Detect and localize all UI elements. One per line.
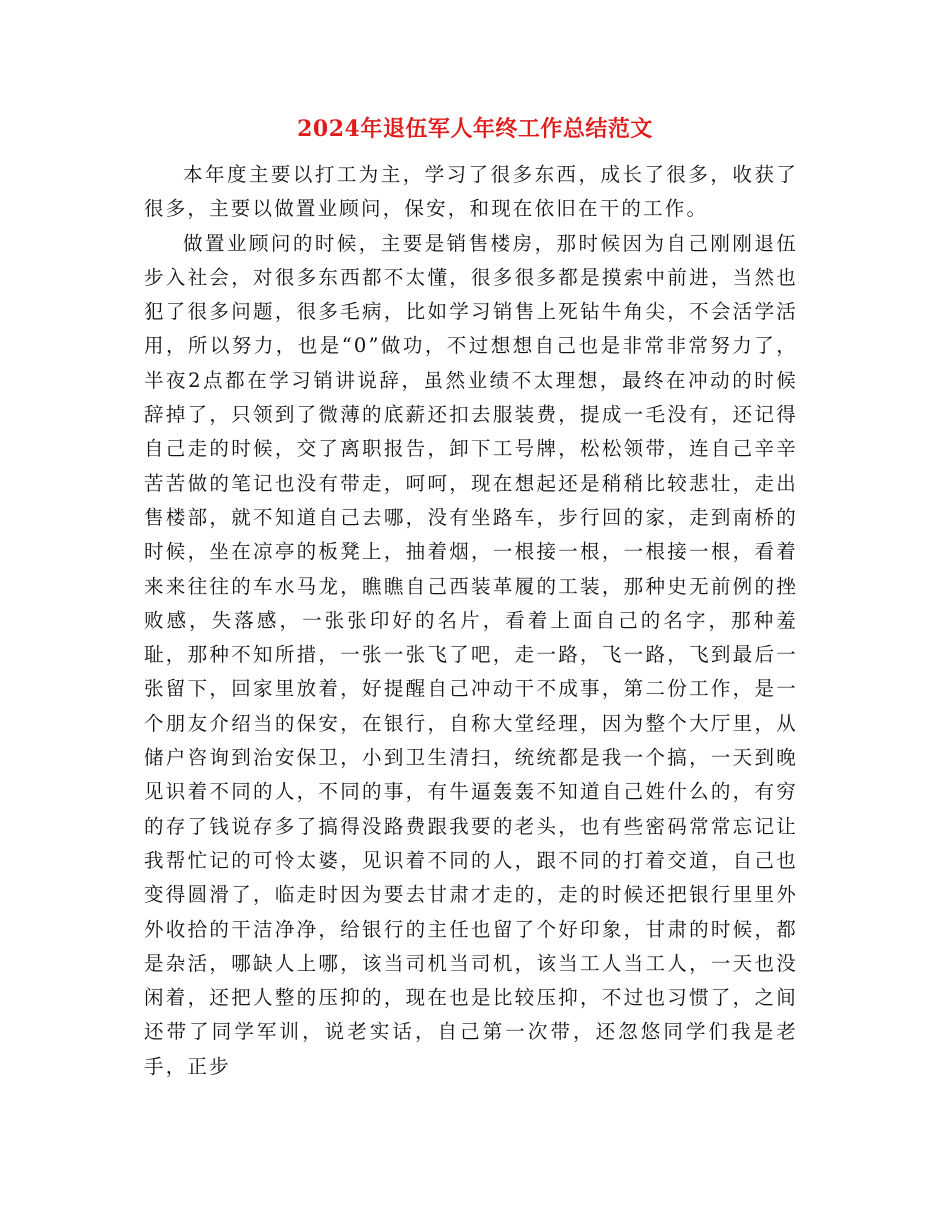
document-body (144, 158, 798, 1084)
document-title: 2024年退伍军人年终工作总结范文 (297, 116, 653, 142)
paragraph-2: 做置业顾问的时候，主要是销售楼房，那时候因为自己刚刚退伍步入社会，对很多东西都不太懂，很多很多都是摸索中前进，当然也犯了很多问题，很多毛病，比如学习销售上死钻牛角尖，不会活学活用，所以努力，也是“0”做功，不过想想自己也是非常非常努力了，半夜2点都在学习销讲说辞，虽然业绩不太理想，最终在冲动的时候辞掉了，只领到了微薄的底薪还扣去服装费，提成一毛没有，还记得自己走的时候，交了离职报告，卸下工号牌，松松领带，连自己辛辛苦苦做的笔记也没有带走，呵呵，现在想起还是稍稍比较悲壮，走出售楼部，就不知道自己去哪，没有坐路车，步行回的家，走到南桥的时候，坐在凉亭的板凳上，抽着烟，一根接一根，一根接一根，看着来来往往的车水马龙，瞧瞧自己西装革履的工装，那种史无前例的挫败感，失落感，一张张印好的名片，看着上面自己的名字，那种羞耻，那种不知所措，一张一张飞了吧，走一路，飞一路，飞到最后一张留下，回家里放着，好提醒自己冲动干不成事，第二份工作，是一个朋友介绍当的保安，在银行，自称大堂经理，因为整个大厅里，从储户咨询到治安保卫，小到卫生清扫，统统都是我一个搞，一天到晚见识着不同的人，不同的事，有牛逼轰轰不知道自己姓什么的，有穷的存了钱说存多了搞得没路费跟我要的老头，也有些密码常常忘记让我帮忙记的可怜太婆，见识着不同的人，跟不同的打着交道，自己也变得圆滑了，临走时因为要去甘肃才走的，走的时候还把银行里里外外收拾的干洁净净，给银行的主任也留了个好印象，甘肃的时候，都是杂活，哪缺人上哪，该当司机当司机，该当工人当工人，一天也没闲着，还把人整的压抑的，现在也是比较压抑，不过也习惯了，之间还带了同学军训，说老实话，自己第一次带，还忽悠同学们我是老手，正步 (144, 231, 798, 1078)
paragraph-1: 本年度主要以打工为主，学习了很多东西，成长了很多，收获了很多，主要以做置业顾问，保安，和现在依旧在干的工作。 (144, 163, 798, 221)
